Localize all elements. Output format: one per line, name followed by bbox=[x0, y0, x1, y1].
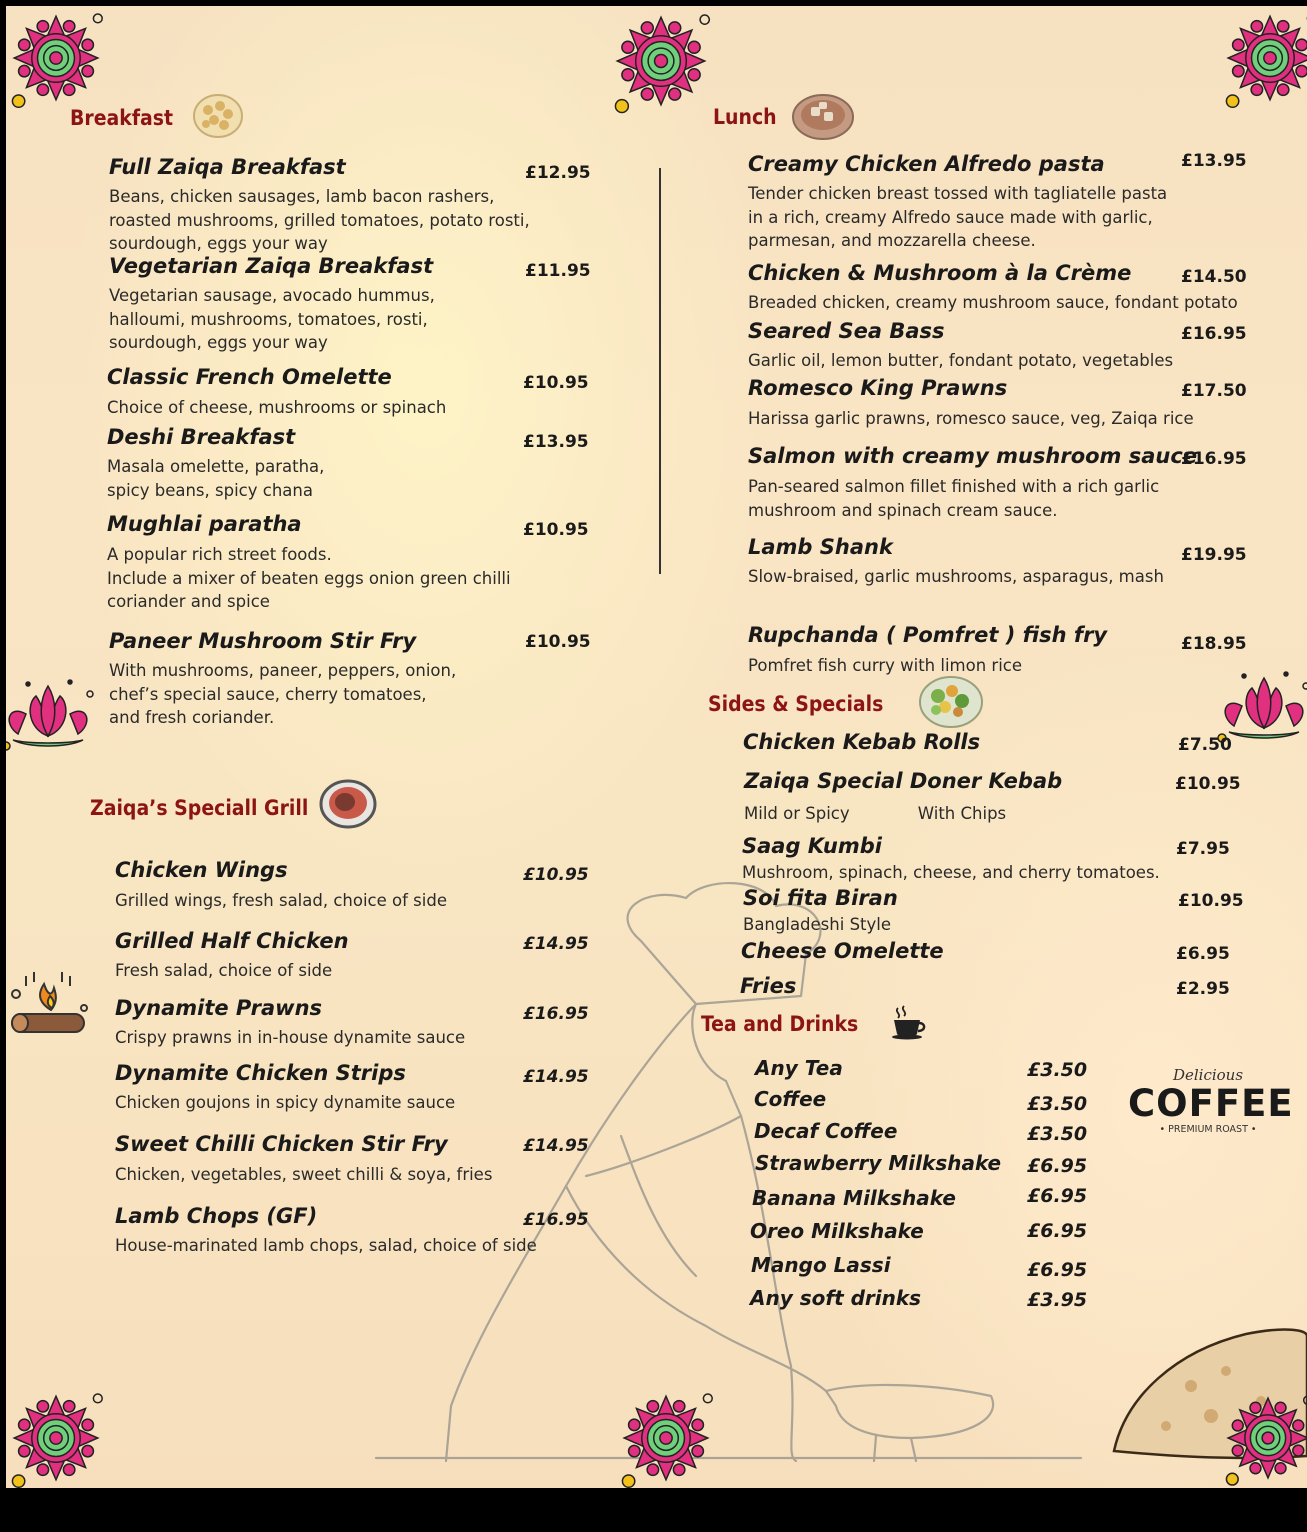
menu-item-name: Rupchanda ( Pomfret ) fish fry bbox=[748, 623, 1108, 647]
menu-item-price: £16.95 bbox=[1181, 324, 1247, 344]
menu-item-name: Salmon with creamy mushroom sauce bbox=[748, 444, 1198, 468]
menu-item-price: £10.95 bbox=[523, 520, 589, 540]
coffee-cup-icon bbox=[890, 1004, 930, 1040]
drink-name: Mango Lassi bbox=[751, 1253, 891, 1277]
menu-item-desc: Slow-braised, garlic mushrooms, asparagus, mash bbox=[748, 567, 1164, 586]
menu-item-name: Saag Kumbi bbox=[742, 834, 882, 858]
mandala-icon bbox=[1216, 6, 1307, 112]
menu-item-name: Soi fita Biran bbox=[743, 886, 898, 910]
menu-item-price: £14.50 bbox=[1181, 267, 1247, 287]
coffee-logo-script: Delicious bbox=[1172, 1066, 1244, 1084]
menu-item-price: £16.95 bbox=[523, 1004, 589, 1024]
menu-item-name: Mughlai paratha bbox=[107, 512, 302, 536]
menu-item-desc: Pan-seared salmon fillet finished with a rich garlic mushroom and spinach cream sauce. bbox=[748, 477, 1160, 520]
menu-item-name: Paneer Mushroom Stir Fry bbox=[109, 629, 417, 653]
drinks-heading: Tea and Drinks bbox=[701, 1012, 859, 1036]
menu-item-price: £18.95 bbox=[1181, 634, 1247, 654]
menu-item-price: £19.95 bbox=[1181, 545, 1247, 565]
drink-name: Oreo Milkshake bbox=[750, 1219, 924, 1243]
menu-item-name: Grilled Half Chicken bbox=[115, 929, 349, 953]
menu-item-name: Romesco King Prawns bbox=[748, 376, 1008, 400]
drink-price: £6.95 bbox=[1027, 1220, 1088, 1242]
menu-item-name: Seared Sea Bass bbox=[748, 319, 945, 343]
menu-item-name: Chicken & Mushroom à la Crème bbox=[748, 261, 1132, 285]
drink-name: Banana Milkshake bbox=[752, 1186, 956, 1210]
menu-item-desc: Mild or Spicy With Chips bbox=[744, 804, 1007, 823]
menu-item-name: Chicken Wings bbox=[115, 858, 288, 882]
mandala-icon bbox=[1216, 1386, 1307, 1488]
menu-item-desc: A popular rich street foods. Include a mixer of beaten eggs onion green chilli coriander and spice bbox=[107, 545, 511, 611]
campfire-icon bbox=[6, 966, 96, 1056]
menu-item-name: Dynamite Prawns bbox=[115, 996, 323, 1020]
menu-item-price: £14.95 bbox=[523, 1067, 589, 1087]
grill-bowl-icon bbox=[319, 778, 377, 830]
menu-item-price: £13.95 bbox=[1181, 151, 1247, 171]
menu-item-price: £2.95 bbox=[1176, 979, 1230, 999]
lunch-heading: Lunch bbox=[713, 105, 777, 129]
menu-item-name: Fries bbox=[740, 974, 797, 998]
drink-price: £3.50 bbox=[1027, 1093, 1088, 1115]
menu-item-price: £12.95 bbox=[525, 163, 591, 183]
mandala-icon bbox=[605, 6, 717, 117]
menu-item-desc: Garlic oil, lemon butter, fondant potato, vegetables bbox=[748, 351, 1174, 370]
salad-bowl-icon bbox=[918, 674, 984, 730]
menu-item-desc: Pomfret fish curry with limon rice bbox=[748, 656, 1023, 675]
sides-heading: Sides & Specials bbox=[708, 692, 884, 716]
menu-item-price: £7.95 bbox=[1176, 839, 1230, 859]
lotus-icon bbox=[1214, 666, 1307, 746]
menu-item-desc: Mushroom, spinach, cheese, and cherry tomatoes. bbox=[742, 863, 1160, 882]
menu-item-name: Classic French Omelette bbox=[107, 365, 392, 389]
menu-item-name: Zaiqa Special Doner Kebab bbox=[744, 769, 1063, 793]
drink-price: £3.50 bbox=[1027, 1123, 1088, 1145]
menu-item-name: Chicken Kebab Rolls bbox=[743, 730, 981, 754]
menu-item-desc: Beans, chicken sausages, lamb bacon rashers, roasted mushrooms, grilled tomatoes, potato rosti, sourdough, eggs your way bbox=[109, 187, 530, 253]
menu-item-desc: House-marinated lamb chops, salad, choice of side bbox=[115, 1236, 537, 1255]
menu-item-price: £10.95 bbox=[523, 865, 589, 885]
drink-name: Strawberry Milkshake bbox=[755, 1151, 1002, 1175]
menu-item-desc: Grilled wings, fresh salad, choice of side bbox=[115, 891, 447, 910]
column-divider bbox=[659, 168, 661, 574]
menu-item-name: Lamb Chops (GF) bbox=[115, 1204, 318, 1228]
menu-item-price: £14.95 bbox=[523, 934, 589, 954]
menu-item-name: Cheese Omelette bbox=[741, 939, 944, 963]
menu-item-desc: Vegetarian sausage, avocado hummus, halloumi, mushrooms, tomatoes, rosti, sourdough, eggs your way bbox=[109, 286, 435, 352]
menu-item-name: Lamb Shank bbox=[748, 535, 893, 559]
menu-item-price: £14.95 bbox=[523, 1136, 589, 1156]
menu-item-name: Vegetarian Zaiqa Breakfast bbox=[109, 254, 434, 278]
menu-item-desc: Bangladeshi Style bbox=[743, 915, 892, 934]
menu-item-name: Sweet Chilli Chicken Stir Fry bbox=[115, 1132, 448, 1156]
coffee-logo bbox=[1128, 1066, 1294, 1135]
coffee-logo-word: COFFEE bbox=[1128, 1082, 1294, 1125]
grill-heading: Zaiqa’s Speciall Grill bbox=[90, 796, 309, 820]
menu-item-price: £13.95 bbox=[523, 432, 589, 452]
menu-item-desc: Chicken, vegetables, sweet chilli & soya, fries bbox=[115, 1165, 493, 1184]
menu-item-name: Deshi Breakfast bbox=[107, 425, 296, 449]
drink-name: Coffee bbox=[754, 1087, 827, 1111]
mandala-icon bbox=[612, 1384, 720, 1488]
menu-item-desc: Fresh salad, choice of side bbox=[115, 961, 333, 980]
breakfast-bowl-icon bbox=[192, 92, 244, 140]
drink-name: Any Tea bbox=[755, 1056, 843, 1080]
menu-item-desc: Crispy prawns in in-house dynamite sauce bbox=[115, 1028, 466, 1047]
drink-price: £6.95 bbox=[1027, 1185, 1088, 1207]
menu-item-price: £10.95 bbox=[525, 632, 591, 652]
menu-item-price: £17.50 bbox=[1181, 381, 1247, 401]
menu-item-desc: Harissa garlic prawns, romesco sauce, veg, Zaiqa rice bbox=[748, 409, 1194, 428]
menu-item-desc: Tender chicken breast tossed with tagliatelle pasta in a rich, creamy Alfredo sauce made with garlic, parmesan, and mozzarella cheese. bbox=[748, 184, 1168, 250]
drink-price: £6.95 bbox=[1027, 1259, 1088, 1281]
menu-item-name: Creamy Chicken Alfredo pasta bbox=[748, 152, 1105, 176]
coffee-logo-tag: • PREMIUM ROAST • bbox=[1159, 1124, 1257, 1135]
menu-item-price: £11.95 bbox=[525, 261, 591, 281]
menu-item-name: Dynamite Chicken Strips bbox=[115, 1061, 406, 1085]
menu-item-name: Full Zaiqa Breakfast bbox=[109, 155, 346, 179]
menu-item-price: £16.95 bbox=[1181, 449, 1247, 469]
menu-item-price: £10.95 bbox=[523, 373, 589, 393]
menu-item-price: £7.50 bbox=[1178, 735, 1232, 755]
drink-price: £3.95 bbox=[1027, 1289, 1088, 1311]
drink-price: £3.50 bbox=[1027, 1059, 1088, 1081]
menu-item-price: £6.95 bbox=[1176, 944, 1230, 964]
menu-item-price: £16.95 bbox=[523, 1210, 589, 1230]
menu-item-desc: Choice of cheese, mushrooms or spinach bbox=[107, 398, 447, 417]
mandala-icon bbox=[6, 1384, 110, 1488]
drink-name: Decaf Coffee bbox=[754, 1119, 898, 1143]
mandala-icon bbox=[6, 6, 110, 112]
breakfast-heading: Breakfast bbox=[70, 106, 174, 130]
menu-item-desc: Breaded chicken, creamy mushroom sauce, fondant potato bbox=[748, 293, 1238, 312]
lotus-icon bbox=[6, 674, 98, 754]
menu-item-price: £10.95 bbox=[1178, 891, 1244, 911]
menu-item-price: £10.95 bbox=[1175, 774, 1241, 794]
menu-page bbox=[6, 6, 1307, 1488]
menu-item-desc: Masala omelette, paratha, spicy beans, spicy chana bbox=[107, 457, 325, 500]
drink-price: £6.95 bbox=[1027, 1155, 1088, 1177]
lunch-bowl-icon bbox=[791, 92, 855, 142]
menu-item-desc: With mushrooms, paneer, peppers, onion, chef’s special sauce, cherry tomatoes, and fresh coriander. bbox=[109, 661, 457, 727]
drink-name: Any soft drinks bbox=[750, 1286, 922, 1310]
menu-item-desc: Chicken goujons in spicy dynamite sauce bbox=[115, 1093, 456, 1112]
